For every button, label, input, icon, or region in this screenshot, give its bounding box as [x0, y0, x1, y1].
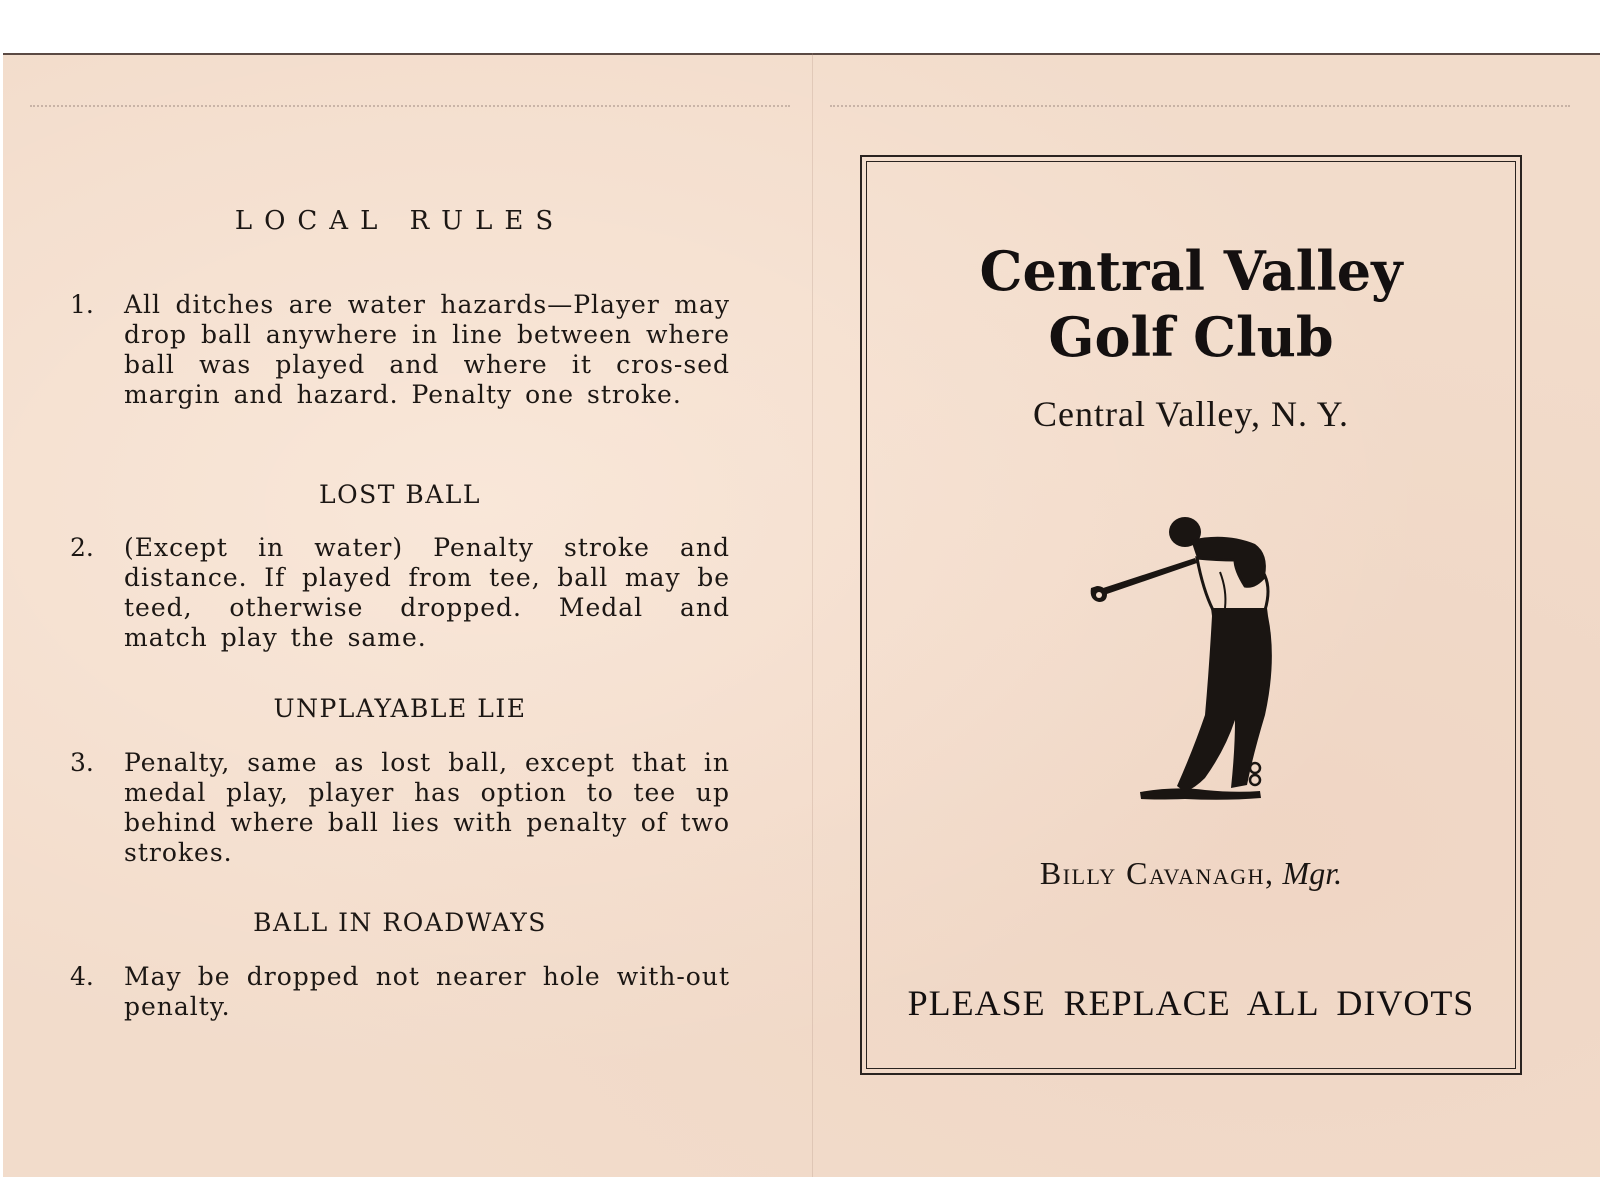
golfer-silhouette-icon	[1085, 510, 1295, 810]
section-heading-unplayable-lie: UNPLAYABLE LIE	[273, 694, 527, 723]
rule-text: May be dropped not nearer hole with-out penalty.	[124, 962, 730, 1021]
section-heading-lost-ball: LOST BALL	[319, 480, 481, 509]
perforation-right	[830, 105, 1570, 107]
club-location: Central Valley, N. Y.	[1033, 394, 1349, 434]
club-name-line1: Central Valley	[979, 239, 1403, 303]
rule-text: (Except in water) Penalty stroke and distance. If played from tee, ball may be teed, otherwise dropped. Medal and match play the same.	[124, 533, 730, 652]
rule-number: 4.	[70, 962, 94, 991]
manager-name: Billy Cavanagh,	[1039, 855, 1275, 891]
local-rules-heading: LOCAL RULES	[234, 206, 566, 236]
section-heading-ball-in-roadways: BALL IN ROADWAYS	[253, 908, 547, 937]
rule-text: Penalty, same as lost ball, except that in medal play, player has option to tee up behind where ball lies with penalty of two strokes.	[124, 748, 730, 867]
rule-text: All ditches are water hazards—Player may drop ball anywhere in line between where ball was played and where it cros-sed margin and hazard. Penalty one stroke.	[124, 290, 730, 409]
rule-number: 1.	[70, 290, 94, 319]
rule-number: 3.	[70, 748, 94, 777]
club-name-line2: Golf Club	[1048, 305, 1334, 369]
fold-line	[812, 53, 813, 1177]
perforation-left	[30, 105, 790, 107]
rule-number: 2.	[70, 533, 94, 562]
manager-title: Mgr.	[1282, 855, 1343, 891]
manager-line	[866, 855, 1516, 892]
club-name	[866, 238, 1516, 370]
replace-divots-notice: PLEASE REPLACE ALL DIVOTS	[907, 983, 1475, 1023]
